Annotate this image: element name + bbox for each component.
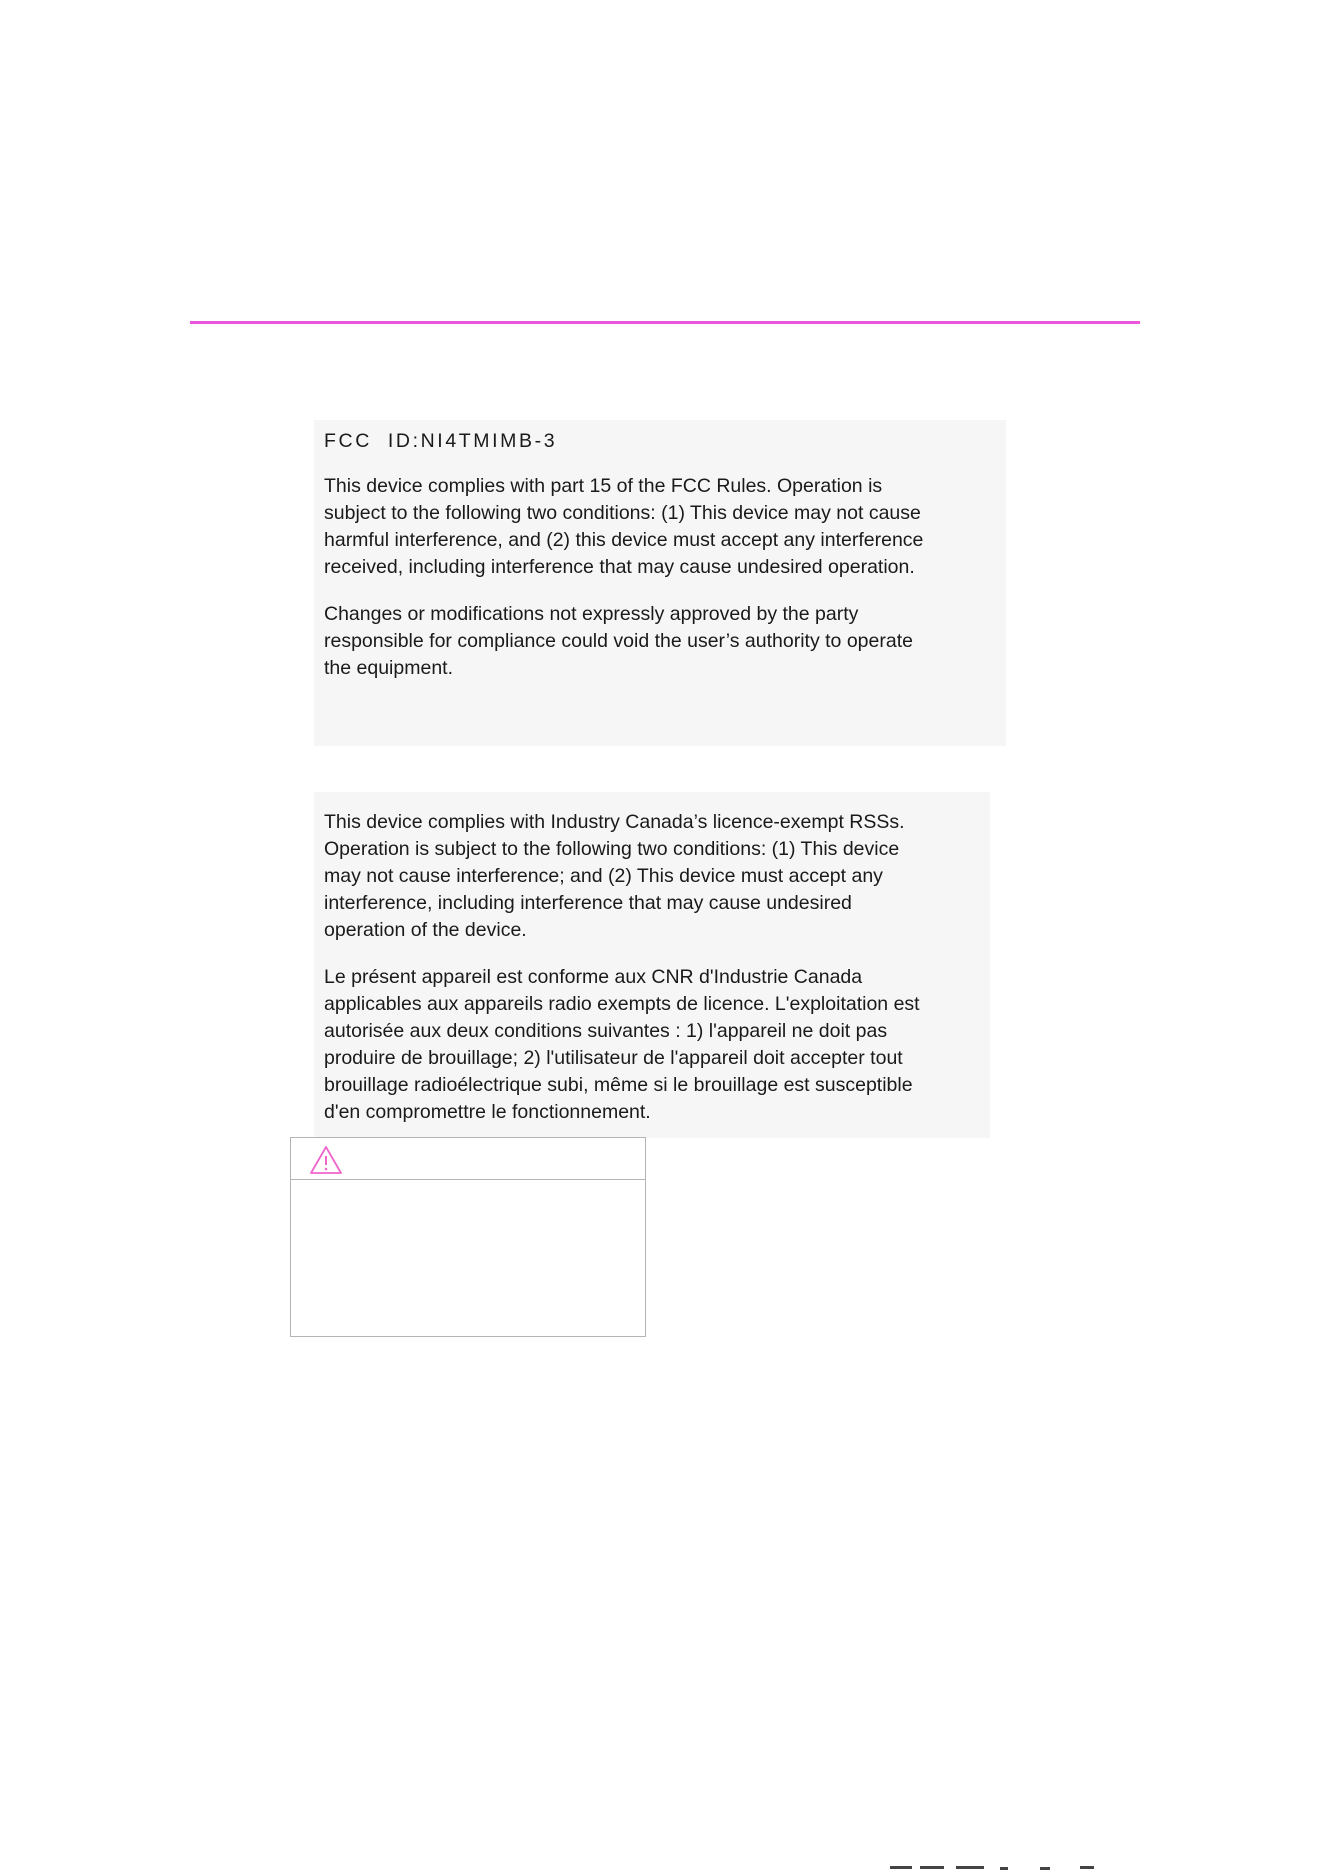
text-line: applicables aux appareils radio exempts de licence. L'exploitation est xyxy=(324,993,920,1015)
text-line: This device complies with Industry Canada’s licence-exempt RSSs. xyxy=(324,811,905,833)
text-line: operation of the device. xyxy=(324,919,527,941)
text-line: Le présent appareil est conforme aux CNR d'Industrie Canada xyxy=(324,966,863,988)
text-line: may not cause interference; and (2) This device must accept any xyxy=(324,865,883,887)
text-line: interference, including interference that may cause undesired xyxy=(324,892,852,914)
header-rule xyxy=(190,321,1140,324)
page-edge-marks xyxy=(880,1864,1130,1872)
text-line: autorisée aux deux conditions suivantes : 1) l'appareil ne doit pas xyxy=(324,1020,888,1042)
text-line: This device complies with part 15 of the FCC Rules. Operation is xyxy=(324,475,883,497)
ic-french-paragraph xyxy=(324,964,920,1126)
warning-triangle-icon xyxy=(309,1145,343,1175)
industry-canada-notice xyxy=(314,792,990,1138)
text-line: Operation is subject to the following two conditions: (1) This device xyxy=(324,838,900,860)
text-line: harmful interference, and (2) this device must accept any interference xyxy=(324,529,924,551)
fcc-id: FCC ID:NI4TMIMB-3 xyxy=(324,430,558,452)
text-line: d'en compromettre le fonctionnement. xyxy=(324,1101,651,1123)
fcc-modifications-paragraph xyxy=(324,601,913,682)
text-line: Changes or modifications not expressly approved by the party xyxy=(324,603,859,625)
warning-box xyxy=(290,1137,646,1337)
text-line: produire de brouillage; 2) l'utilisateur de l'appareil doit accepter tout xyxy=(324,1047,903,1069)
warning-header xyxy=(291,1138,645,1180)
text-line: received, including interference that may cause undesired operation. xyxy=(324,556,915,578)
text-line: responsible for compliance could void the user’s authority to operate xyxy=(324,630,913,652)
text-line: subject to the following two conditions: (1) This device may not cause xyxy=(324,502,921,524)
text-line: the equipment. xyxy=(324,657,454,679)
text-line: brouillage radioélectrique subi, même si le brouillage est susceptible xyxy=(324,1074,913,1096)
fcc-compliance-paragraph xyxy=(324,473,923,581)
ic-english-paragraph xyxy=(324,809,905,944)
fcc-notice xyxy=(314,420,1006,746)
